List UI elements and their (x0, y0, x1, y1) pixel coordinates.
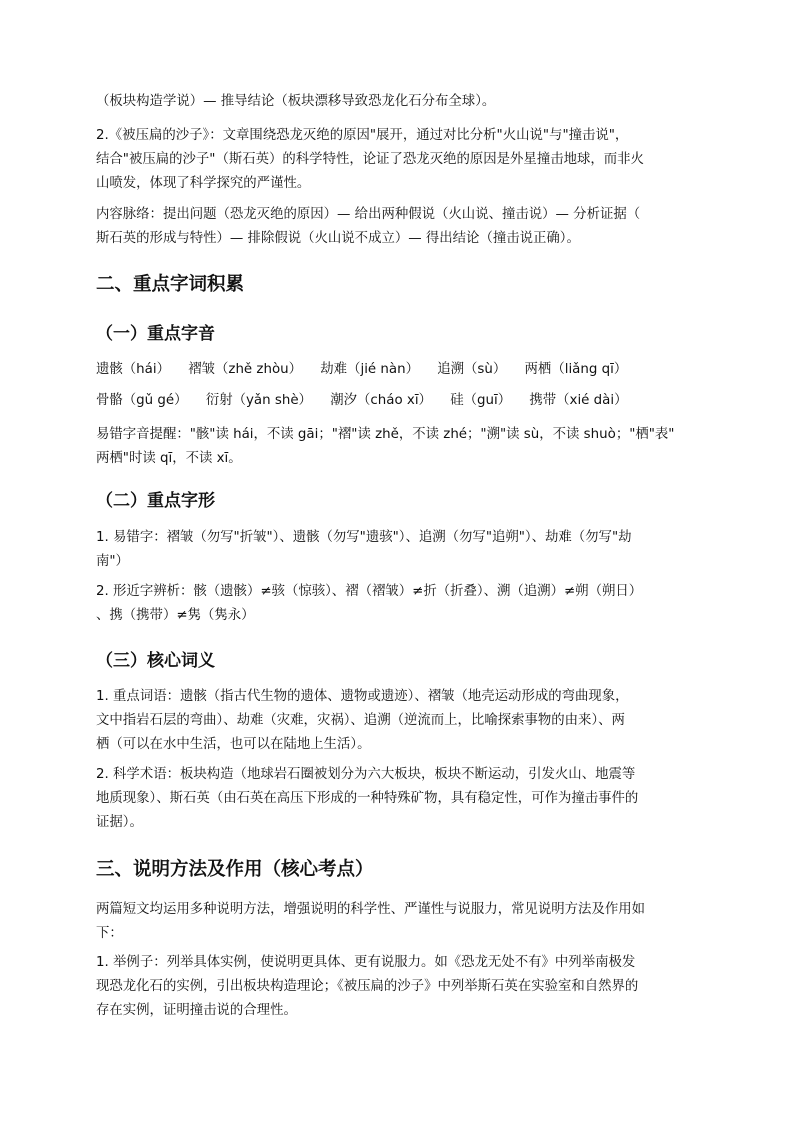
paragraph (96, 423, 700, 471)
word-item: 衍射（yǎn shè） (205, 393, 312, 408)
section-heading: 二、重点字词积累 (96, 274, 245, 295)
text-line: 现恐龙化石的实例，引出板块构造理论；《被压扁的沙子》中列举斯石英在实验室和自然界的 (96, 979, 639, 994)
paragraph (96, 685, 700, 757)
text-line: 结合"被压扁的沙子"（斯石英）的科学特性，论证了恐龙灭绝的原因是外星撞击地球，而非火 (96, 152, 644, 167)
paragraph (96, 90, 700, 114)
subsection-heading: （三）核心词义 (96, 651, 215, 671)
text-line: 文中指岩石层的弯曲）、劫难（灾难，灾祸）、追溯（逆流而上，比喻探索事物的由来）、两 (96, 713, 625, 728)
text-line: 斯石英的形成与特性）— 排除假说（火山说不成立）— 得出结论（撞击说正确）。 (96, 231, 580, 246)
text-line: 两栖"时读 qī，不读 xī。 (96, 451, 242, 466)
word-item: 褶皱（zhě zhòu） (188, 362, 303, 377)
word-item: 追溯（sù） (437, 362, 507, 377)
pronunciation-row (96, 389, 700, 413)
text-line: 2. 科学术语：板块构造（地球岩石圈被划分为六大板块，板块不断运动，引发火山、地震等 (96, 767, 636, 782)
text-line: 易错字音提醒："骸"读 hái，不读 gāi；"褶"读 zhě，不读 zhé；"溯"读 sù，不读 shuò；"栖"表" (96, 427, 675, 442)
text-line: 栖（可以在水中生活，也可以在陆地上生活）。 (96, 737, 371, 752)
paragraph (96, 763, 700, 835)
pronunciation-row (96, 358, 700, 382)
text-line: （板块构造学说）— 推导结论（板块漂移导致恐龙化石分布全球）。 (96, 94, 496, 109)
text-line: 2. 形近字辨析：骸（遗骸）≠骇（惊骇）、褶（褶皱）≠折（折叠）、溯（追溯）≠朔（朔日） (96, 584, 643, 599)
paragraph (96, 526, 700, 574)
section-heading: 三、说明方法及作用（核心考点） (96, 859, 374, 880)
text-line: 存在实例，证明撞击说的合理性。 (96, 1003, 297, 1018)
paragraph (96, 124, 700, 196)
paragraph (96, 580, 700, 628)
word-item: 潮汐（cháo xī） (330, 393, 432, 408)
word-item: 两栖（liǎng qī） (524, 362, 628, 377)
word-item: 硅（guī） (450, 393, 512, 408)
text-line: 2.《被压扁的沙子》：文章围绕恐龙灭绝的原因"展开，通过对比分析"火山说"与"撞击说"， (96, 128, 629, 143)
text-line: 1. 举例子：列举具体实例，使说明更具体、更有说服力。如《恐龙无处不有》中列举南极发 (96, 955, 636, 970)
subsection-heading: （二）重点字形 (96, 491, 215, 511)
text-line: 山喷发，体现了科学探究的严谨性。 (96, 176, 311, 191)
paragraph (96, 951, 700, 1023)
text-line: 两篇短文均运用多种说明方法，增强说明的科学性、严谨性与说服力，常见说明方法及作用如 (96, 902, 646, 917)
text-line: 下： (96, 926, 123, 941)
subsection-heading: （一）重点字音 (96, 324, 215, 344)
word-item: 劫难（jié nàn） (320, 362, 419, 377)
text-line: 、携（携带）≠隽（隽永） (96, 608, 255, 623)
text-line: 证据）。 (96, 815, 143, 830)
word-item: 携带（xié dài） (529, 393, 628, 408)
paragraph (96, 203, 700, 251)
paragraph (96, 898, 700, 946)
text-line: 南"） (96, 554, 129, 569)
word-item: 遗骸（hái） (96, 362, 170, 377)
text-line: 1. 重点词语：遗骸（指古代生物的遗体、遗物或遗迹）、褶皱（地壳运动形成的弯曲现象， (96, 689, 629, 704)
text-line: 内容脉络：提出问题（恐龙灭绝的原因）— 给出两种假说（火山说、撞击说）— 分析证据（ (96, 207, 641, 222)
text-line: 地质现象）、斯石英（由石英在高压下形成的一种特殊矿物，具有稳定性，可作为撞击事件的 (96, 791, 639, 806)
word-item: 骨骼（gǔ gé） (96, 393, 188, 408)
text-line: 1. 易错字：褶皱（勿写"折皱"）、遗骸（勿写"遗骇"）、追溯（勿写"追朔"）、劫难（勿写"劫 (96, 530, 632, 545)
